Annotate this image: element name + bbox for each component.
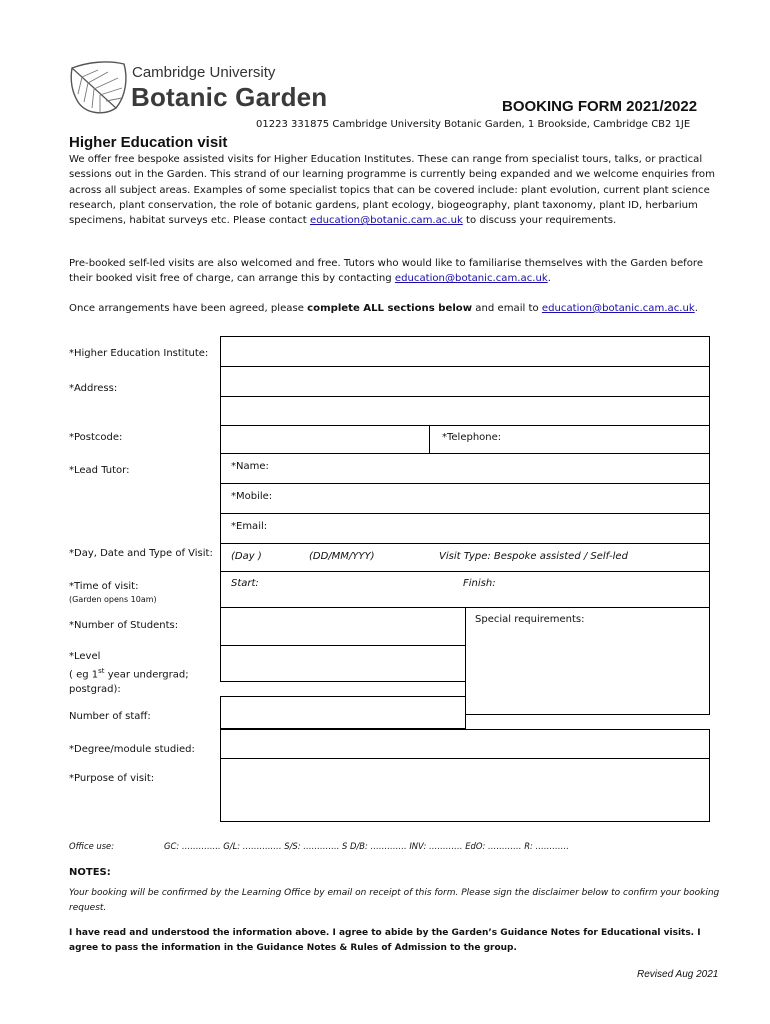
- intro-text-3b: and email to: [475, 303, 539, 314]
- office-use-codes: GC: ………….. G/L: ………..… S/S: …………. S D/B: …………. INV: ………… EdO: ………… R: …………: [164, 841, 570, 851]
- mobile-input[interactable]: [220, 483, 710, 514]
- special-label: Special requirements:: [475, 614, 585, 625]
- level-label: [69, 649, 189, 697]
- level-input[interactable]: [220, 645, 466, 682]
- day-date-type-input[interactable]: [220, 543, 710, 572]
- telephone-input[interactable]: [429, 425, 710, 454]
- finish-hint: Finish:: [463, 578, 496, 589]
- leaf-icon: [68, 58, 130, 116]
- level-label-sup: st: [98, 667, 105, 675]
- email-link-1[interactable]: education@botanic.cam.ac.uk: [309, 215, 463, 227]
- section-heading: Higher Education visit: [69, 134, 228, 151]
- address-input-line-1[interactable]: [220, 366, 710, 397]
- time-label: *Time of visit:: [69, 581, 139, 592]
- day-hint: (Day ): [231, 551, 262, 562]
- degree-label: *Degree/module studied:: [69, 744, 195, 755]
- intro-paragraph-3: [69, 301, 729, 316]
- logo: [68, 58, 348, 118]
- email-label: *Email:: [231, 521, 268, 532]
- degree-input[interactable]: [220, 729, 710, 759]
- intro-text-3a: Once arrangements have been agreed, please: [69, 303, 304, 314]
- logo-line-1: Cambridge University: [132, 64, 276, 81]
- staff-input[interactable]: [220, 696, 466, 729]
- lead-tutor-label: *Lead Tutor:: [69, 465, 130, 476]
- declaration-text: I have read and understood the information above. I agree to abide by the Garden’s Guidance Notes for Educational visits. I agree to pass the information in the Guidance Notes & Rules of Admission to the group.: [69, 928, 701, 953]
- intro-paragraph-2: [69, 256, 729, 287]
- students-input[interactable]: [220, 607, 466, 646]
- staff-label: Number of staff:: [69, 711, 151, 722]
- purpose-input[interactable]: [220, 758, 710, 822]
- day-date-label: *Day, Date and Type of Visit:: [69, 548, 213, 559]
- email-input[interactable]: [220, 513, 710, 544]
- institute-input[interactable]: [220, 336, 710, 367]
- date-hint: (DD/MM/YYY): [309, 551, 375, 562]
- postcode-input[interactable]: [220, 425, 430, 454]
- intro-text-3-bold: complete ALL sections below: [307, 303, 473, 314]
- time-note: (Garden opens 10am): [69, 595, 157, 604]
- intro-paragraph-1: [69, 152, 729, 228]
- form-title: BOOKING FORM 2021/2022: [502, 98, 698, 115]
- address-label: *Address:: [69, 383, 118, 394]
- contact-line: 01223 331875 Cambridge University Botanic Garden, 1 Brookside, Cambridge CB2 1JE: [256, 119, 691, 130]
- visit-type-hint: Visit Type: Bespoke assisted / Self-led: [439, 551, 628, 562]
- name-label: *Name:: [231, 461, 269, 472]
- name-input[interactable]: [220, 453, 710, 484]
- intro-tail-2: .: [547, 273, 551, 285]
- level-label-line-3: postgrad):: [69, 684, 121, 696]
- special-requirements-input[interactable]: [465, 607, 710, 715]
- telephone-label: *Telephone:: [442, 432, 502, 443]
- level-label-line-2-pre: ( eg 1: [69, 669, 99, 681]
- notes-text: Your booking will be confirmed by the Learning Office by email on receipt of this form. Please sign the disclaimer below to confirm your booking request.: [69, 888, 720, 913]
- level-label-line-1: *Level: [69, 651, 101, 662]
- mobile-label: *Mobile:: [231, 491, 273, 502]
- intro-tail-1: to discuss your requirements.: [466, 215, 617, 227]
- email-link-3[interactable]: education@botanic.cam.ac.uk: [541, 303, 695, 314]
- institute-label: *Higher Education Institute:: [69, 348, 209, 359]
- intro-text-2: Pre-booked self-led visits are also welcomed and free. Tutors who would like to familiarise themselves with the Garden before their booked visit free of charge, can arrange this by contacting: [69, 258, 704, 285]
- level-label-line-2: [69, 664, 189, 682]
- start-hint: Start:: [231, 578, 259, 589]
- intro-tail-3: .: [694, 303, 698, 314]
- intro-text-1: We offer free bespoke assisted visits for Higher Education Institutes. These can range from specialist tours, talks, or practical sessions out in the Garden. This strand of our learning programme is currently being expanded and we welcome enquiries from across all subject areas. Examples of some specialist topics that can be covered include: plant evolution, current plant science research, plant conservation, the role of botanic gardens, plant ecology, biogeography, plant taxonomy, plant ID, herbarium specimens, habitat surveys etc. Please contact: [69, 154, 715, 227]
- email-link-2[interactable]: education@botanic.cam.ac.uk: [394, 273, 548, 285]
- students-label: *Number of Students:: [69, 620, 179, 631]
- revised-date: Revised Aug 2021: [637, 969, 719, 980]
- logo-line-2: Botanic Garden: [131, 82, 328, 112]
- address-input-line-2[interactable]: [220, 396, 710, 426]
- level-label-line-2-post: year undergrad;: [104, 669, 189, 681]
- purpose-label: *Purpose of visit:: [69, 773, 155, 784]
- notes-heading: NOTES:: [69, 867, 111, 878]
- postcode-label: *Postcode:: [69, 432, 123, 443]
- time-input[interactable]: [220, 571, 710, 608]
- office-use-label: Office use:: [69, 841, 115, 851]
